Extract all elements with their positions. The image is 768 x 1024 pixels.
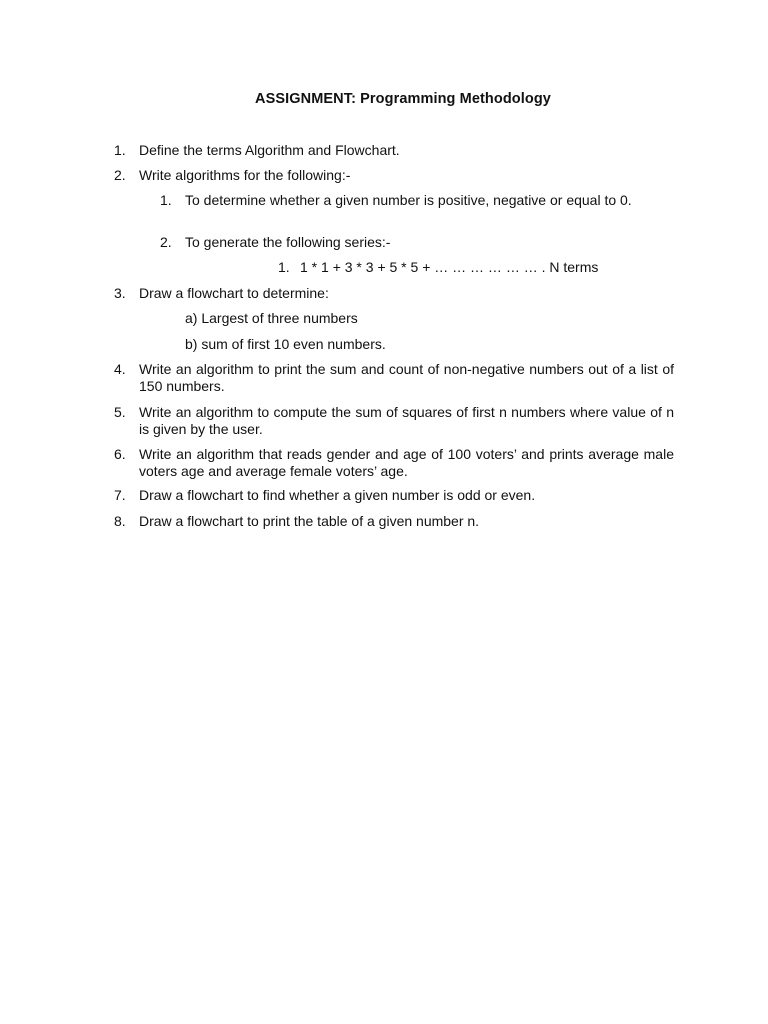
sub-question-item [160,192,674,209]
question-item [114,285,674,302]
question-number: 2. [114,167,126,183]
question-number: 7. [114,487,126,503]
sub-question-text: a) Largest of three numbers [185,310,358,326]
question-text: Write an algorithm that reads gender and age of 100 voters’ and prints average male voters age and average female voters’ age. [139,446,674,479]
question-text: Write an algorithm to print the sum and count of non-negative numbers out of a list of 150 numbers. [139,361,674,394]
question-number: 1. [114,142,126,158]
question-text: Draw a flowchart to determine: [139,285,329,301]
question-text: Draw a flowchart to print the table of a given number n. [139,513,480,529]
sub-question-number: 1. [160,192,172,208]
question-item [114,446,674,480]
question-item [114,361,674,395]
question-number: 4. [114,361,126,377]
page-title: ASSIGNMENT: Programming Methodology [255,91,551,107]
question-text: Define the terms Algorithm and Flowchart. [139,142,400,158]
sub-question-text: b) sum of first 10 even numbers. [185,336,386,352]
sub-question-text: To generate the following series:- [185,234,391,250]
question-item [114,487,674,504]
sub-question-item [160,234,674,251]
question-text: Draw a flowchart to find whether a given number is odd or even. [139,487,536,503]
question-item [114,167,674,184]
series-line [278,259,598,276]
question-item [114,513,674,530]
series-number: 1. [278,259,290,275]
question-item [114,142,674,159]
question-text: Write algorithms for the following:- [139,167,351,183]
question-number: 5. [114,404,126,420]
question-number: 8. [114,513,126,529]
sub-question-number: 2. [160,234,172,250]
sub-question-text: To determine whether a given number is positive, negative or equal to 0. [185,192,632,208]
question-text: Write an algorithm to compute the sum of squares of first n numbers where value of n is given by the user. [139,404,674,437]
question-number: 6. [114,446,126,462]
question-number: 3. [114,285,126,301]
question-item [114,404,674,438]
series-text: 1 * 1 + 3 * 3 + 5 * 5 + … … … … … … . N terms [300,259,599,275]
